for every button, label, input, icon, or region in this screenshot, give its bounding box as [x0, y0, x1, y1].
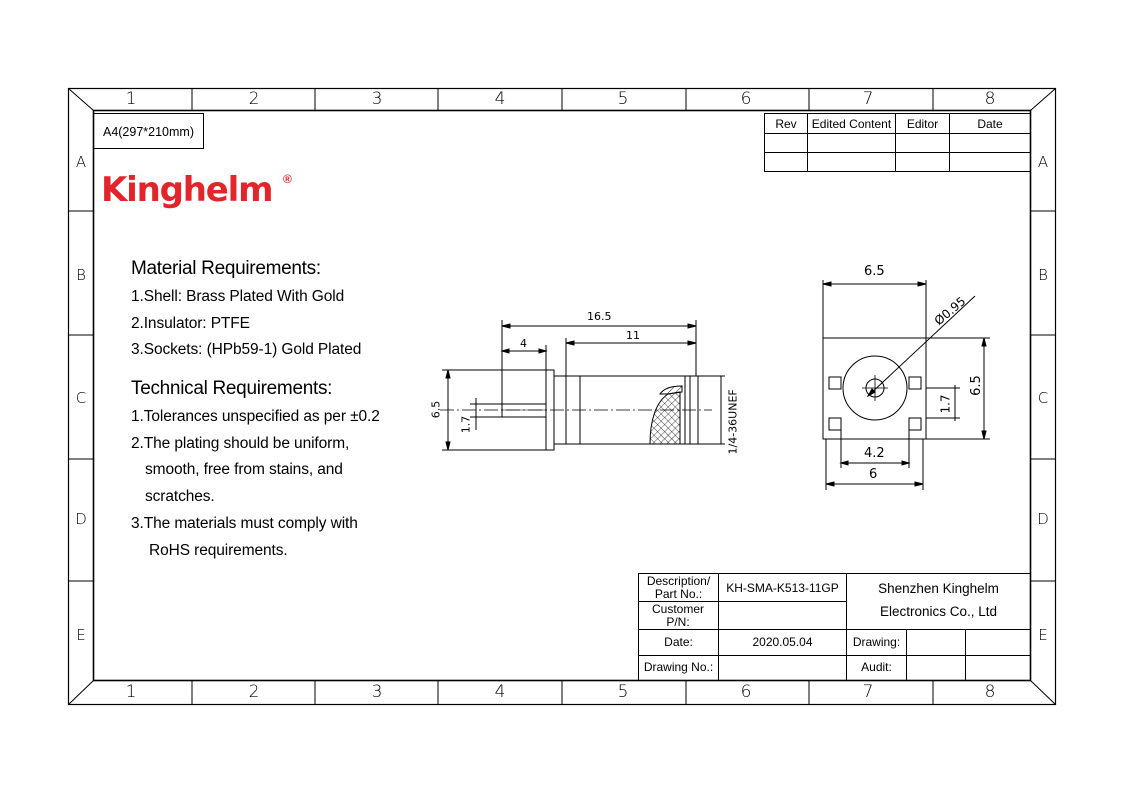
customer-pn-label: Customer P/N: [651, 602, 704, 629]
side-view-drawing [440, 320, 725, 450]
material-item-1: 1.Shell: Brass Plated With Gold [131, 288, 345, 305]
zone-col-3-bottom: 3 [371, 682, 383, 702]
kinghelm-logo: Kinghelm [101, 170, 273, 210]
zone-row-a: A [75, 153, 87, 171]
drawing-no-label: Drawing No.: [643, 660, 714, 674]
paper-size-label: A4(297*210mm) [93, 113, 204, 149]
audit-label: Audit: [861, 660, 892, 674]
company-name-line-2: Electronics Co., Ltd [879, 604, 998, 619]
dim-front-height: 6.5 [968, 375, 984, 396]
company-name-line-1: Shenzhen Kinghelm [878, 581, 999, 596]
dim-pin-offset: 1.7 [938, 394, 953, 414]
edited-content-header: Edited Content [811, 117, 892, 131]
part-number: KH-SMA-K513-11GP [726, 581, 839, 595]
technical-line-6: RoHS requirements. [149, 542, 288, 559]
material-item-3: 3.Sockets: (HPb59-1) Gold Plated [131, 341, 362, 358]
dim-body-length: 11 [626, 329, 640, 342]
zone-col-2: 2 [248, 89, 260, 109]
zone-col-6: 6 [740, 89, 752, 109]
zone-row-b-right: B [1038, 266, 1048, 284]
dim-pin-height: 1.7 [459, 415, 473, 434]
zone-row-a-right: A [1037, 153, 1049, 171]
technical-line-5: 3.The materials must comply with [131, 515, 358, 532]
dim-hole-diameter: Ø0.95 [931, 294, 969, 328]
zone-col-5: 5 [617, 89, 629, 109]
zone-col-8-bottom: 8 [984, 682, 996, 702]
dim-pin-length: 4 [520, 337, 527, 350]
zone-col-3: 3 [371, 89, 383, 109]
date-label: Date: [664, 635, 693, 649]
zone-row-c-right: C [1037, 389, 1049, 407]
registered-mark: ® [283, 172, 292, 186]
technical-line-4: scratches. [145, 488, 215, 505]
dim-front-width: 6.5 [864, 264, 885, 279]
dim-thread-spec: 1/4-36UNEF [726, 389, 740, 455]
zone-col-1-bottom: 1 [125, 682, 137, 702]
zone-col-7-bottom: 7 [862, 682, 874, 702]
zone-col-7: 7 [862, 89, 874, 109]
zone-col-4: 4 [494, 89, 506, 109]
description-label: Description/ Part No.: [646, 574, 711, 601]
rev-header: Rev [775, 117, 797, 131]
zone-col-8: 8 [984, 89, 996, 109]
dim-side-height: 6.5 [429, 400, 443, 419]
zone-col-2-bottom: 2 [248, 682, 260, 702]
material-requirements-title: Material Requirements: [131, 258, 321, 279]
date-header: Date [977, 117, 1003, 131]
zone-col-5-bottom: 5 [617, 682, 629, 702]
zone-row-d: D [75, 510, 87, 528]
date-value: 2020.05.04 [752, 635, 813, 649]
editor-header: Editor [906, 117, 939, 131]
dim-outer-width: 6 [869, 467, 878, 482]
zone-row-b: B [76, 266, 86, 284]
front-view-drawing [823, 280, 990, 490]
dim-pad-spacing: 4.2 [864, 446, 885, 461]
technical-requirements-title: Technical Requirements: [131, 378, 333, 399]
zone-row-e: E [76, 626, 86, 644]
zone-row-e-right: E [1038, 626, 1048, 644]
dim-overall-length: 16.5 [587, 310, 612, 323]
technical-line-1: 1.Tolerances unspecified as per ±0.2 [131, 408, 380, 425]
drawing-label: Drawing: [852, 635, 901, 649]
zone-col-1: 1 [125, 89, 137, 109]
technical-line-3: smooth, free from stains, and [145, 461, 343, 478]
zone-col-6-bottom: 6 [740, 682, 752, 702]
zone-row-d-right: D [1037, 510, 1049, 528]
material-item-2: 2.Insulator: PTFE [131, 315, 250, 332]
technical-line-2: 2.The plating should be uniform, [131, 435, 350, 452]
zone-row-c: C [75, 389, 87, 407]
zone-col-4-bottom: 4 [494, 682, 506, 702]
